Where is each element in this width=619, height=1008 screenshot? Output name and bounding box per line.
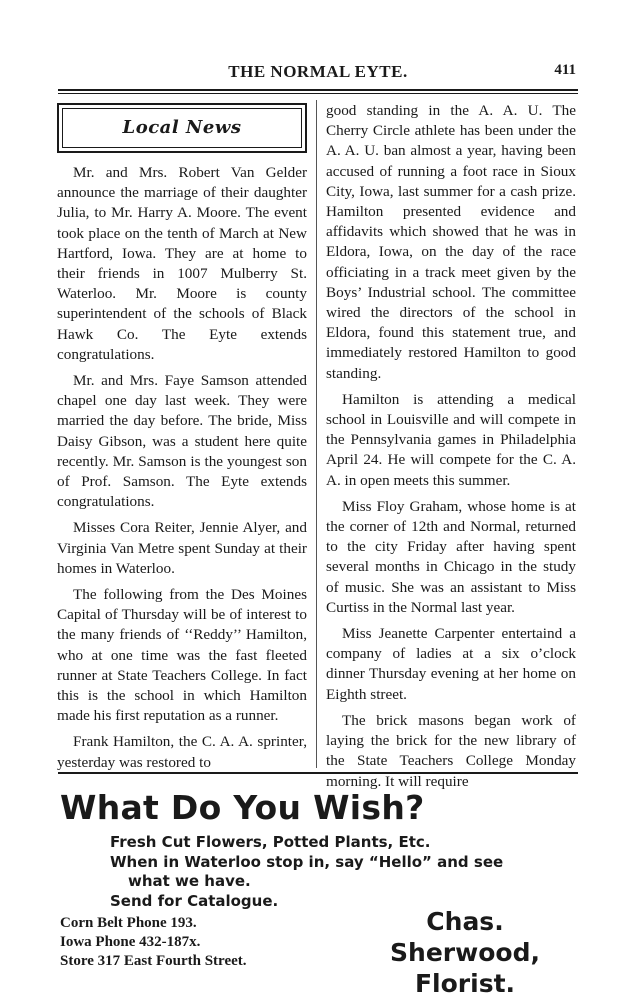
article-hamilton-louisville: Hamilton is attending a medical school in Louisville and will compete in the Pennsylvania games in Philadelphia April 24. He will compete for the C. A. A. in open meets this summer. xyxy=(326,390,576,489)
ad-address: Store 317 East Fourth Street. xyxy=(60,953,247,969)
ad-phone-iowa: Iowa Phone 432-187x. xyxy=(60,934,201,950)
ad-business-type: Florist. xyxy=(414,969,516,998)
page-number: 411 xyxy=(554,62,576,78)
section-heading: Local News xyxy=(62,108,302,148)
column-divider xyxy=(316,100,317,768)
header-rule xyxy=(58,89,578,91)
ad-business xyxy=(350,906,580,999)
ad-line-waterloo: When in Waterloo stop in, say “Hello” and see xyxy=(110,852,504,871)
ad-line-flowers: Fresh Cut Flowers, Potted Plants, Etc. xyxy=(110,833,431,851)
ad-business-name: Chas. Sherwood, xyxy=(390,907,540,967)
section-heading-box xyxy=(57,103,307,153)
article-waterloo-visit: Misses Cora Reiter, Jennie Alyer, and Virginia Van Metre spent Sunday at their homes in Waterloo. xyxy=(57,519,307,577)
ad-contact xyxy=(60,914,247,971)
ad-line-catalogue: Send for Catalogue. xyxy=(110,891,279,910)
ad-phone-corn-belt: Corn Belt Phone 193. xyxy=(60,915,197,931)
ad-body xyxy=(110,833,580,911)
article-hamilton-quote-start: Frank Hamilton, the C. A. A. sprinter, yesterday was restored to xyxy=(57,733,307,771)
article-hamilton-intro: The following from the Des Moines Capital of Thursday will be of interest to the many friends of ‘‘Reddy’’ Hamilton, who at one time was the fast fleeted runner at State Teachers College. In fact this is the school in which Hamilton made his first reputation as a runner. xyxy=(57,586,307,725)
page-header xyxy=(60,62,576,84)
header-rule-thin xyxy=(58,93,578,94)
ad-rule xyxy=(58,772,578,774)
ad-line-what-we-have: what we have. xyxy=(128,872,251,890)
article-van-gelder: Mr. and Mrs. Robert Van Gelder announce the marriage of their daughter Julia, to Mr. Harry A. Moore. The event took place on the tenth of March at New Hartford, Iowa. They are at home to their friends in 1007 Mulberry St. Waterloo. Mr. Moore is county superintendent of the schools of Black Hawk Co. The Eyte extends congratulations. xyxy=(57,164,307,363)
article-carpenter-dinner: Miss Jeanette Carpenter entertaind a company of ladies at a six o’clock dinner Thursday evening at her home on Eighth street. xyxy=(326,625,576,703)
right-column xyxy=(326,101,576,798)
article-floy-graham: Miss Floy Graham, whose home is at the corner of 12th and Normal, returned to the city Friday after having spent several months in Chicago in the study of music. She was an assistant to Miss Curtiss in the Normal last year. xyxy=(326,497,576,616)
left-column xyxy=(57,101,307,779)
publication-title: THE NORMAL EYTE. xyxy=(228,62,408,81)
article-library-brick: The brick masons began work of laying the brick for the new library of the State Teachers College Monday morning. It will require xyxy=(326,711,576,790)
ad-headline: What Do You Wish? xyxy=(60,788,425,827)
article-hamilton-quote-cont: good standing in the A. A. U. The Cherry Circle athlete has been under the A. A. U. ban almost a year, having been accused of running a foot race in Sioux City, Iowa, last summer for a cash prize. Hamilton presented evidence and affidavits which showed that he was in Eldora, Iowa, on the day of the race officiating in a track meet given by the Boys’ Industrial school. The committee wired the directors of the school in Eldora, found this statement true, and immediately restored Hamilton to good standing. xyxy=(326,102,576,382)
article-samson: Mr. and Mrs. Faye Samson attended chapel one day last week. They were married the day before. The bride, Miss Daisy Gibson, was a student here quite recently. Mr. Samson is the youngest son of Prof. Samson. The Eyte extends congratulations. xyxy=(57,372,307,511)
